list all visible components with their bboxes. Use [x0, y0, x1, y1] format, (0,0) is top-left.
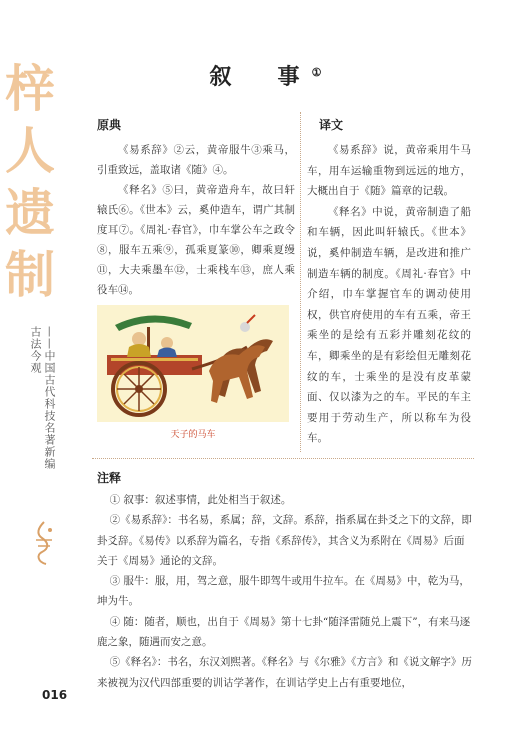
notes-heading: 注释: [97, 471, 122, 485]
series-title-char: 遗: [5, 184, 55, 242]
notes-list: [97, 490, 473, 693]
original-paragraph: 《释名》⑤曰，黄帝造舟车，故曰轩辕氏⑥。《世本》云，奚仲造车，谓广其制度耳⑦。《周礼·春官》，巾车掌公车之政令⑧，服车五乘⑨，孤乘夏篆⑩，卿乘夏缦⑪，大夫乘墨车⑫，士乘栈车⑬，庶人乘役车⑭。: [97, 184, 295, 296]
note-item: ③ 服牛：服，用，驾之意，服牛即驾牛或用牛拉车。在《周易》中，乾为马，坤为牛。: [97, 575, 470, 608]
note-item: ① 叙事：叙述事情，此处相当于叙述。: [109, 494, 292, 506]
original-text: [97, 140, 295, 300]
translation-paragraph: 《易系辞》说，黄帝乘用牛马车，用车运输重物到远远的地方，大概出自于《随》篇章的记载。: [307, 144, 471, 198]
decorative-seal-icon: [30, 520, 58, 568]
title-footnote-mark: ①: [311, 66, 322, 79]
series-title-char: 人: [5, 122, 55, 180]
series-subtitle-long: ——中国古代科技名著新编: [43, 326, 56, 470]
translation-heading: 译文: [319, 118, 344, 132]
page-number: 016: [42, 688, 68, 702]
series-title: [0, 58, 60, 306]
series-subtitle: 古法今观: [29, 326, 42, 374]
series-title-char: 制: [5, 246, 55, 304]
chariot-illustration: [97, 305, 289, 422]
note-item: ②《易系辞》：书名易，系属；辞，文辞。系辞，指系属在卦爻之下的文辞，即卦爻辞。《易传》以系辞为篇名，专指《系辞传》，其含义为系附在《周易》后面关于《周易》通论的文辞。: [97, 514, 472, 567]
page-title-text: 叙 事: [209, 64, 312, 90]
page-title: [0, 60, 531, 91]
section-divider: [92, 458, 474, 459]
original-paragraph: 《易系辞》②云，黄帝服牛③乘马，引重致远，盖取诸《随》④。: [97, 144, 295, 176]
column-divider: [300, 112, 301, 452]
note-item: ⑤《释名》：书名，东汉刘熙著。《释名》与《尔雅》《方言》和《说文解字》历来被视为汉代四部重要的训诂学著作，在训诂学史上占有重要地位，: [97, 656, 472, 689]
original-text-heading: 原典: [97, 118, 122, 132]
image-caption: 天子的马车: [170, 430, 216, 440]
series-title-char: 梓: [5, 60, 55, 118]
note-item: ④ 随：随者，顺也，出自于《周易》第十七卦“随泽雷随兑上震下”，有来马逐鹿之象，随遇而安之意。: [97, 615, 471, 649]
translation-text: [307, 140, 471, 449]
translation-paragraph: 《释名》中说，黄帝制造了船和车辆，因此叫轩辕氏。《世本》说，奚仲制造车辆，是改进和推广制造车辆的制度。《周礼·春官》中介绍，巾车掌握官车的调动使用权，供官府使用的车有五乘，帝王乘坐的是绘有五彩并雕刻花纹的车，卿乘坐的是有彩绘但无雕刻花纹的车，士乘坐的是没有皮革蒙面、仅以漆为之的车。平民的车主要用于劳动生产，所以称车为役车。: [307, 205, 471, 445]
